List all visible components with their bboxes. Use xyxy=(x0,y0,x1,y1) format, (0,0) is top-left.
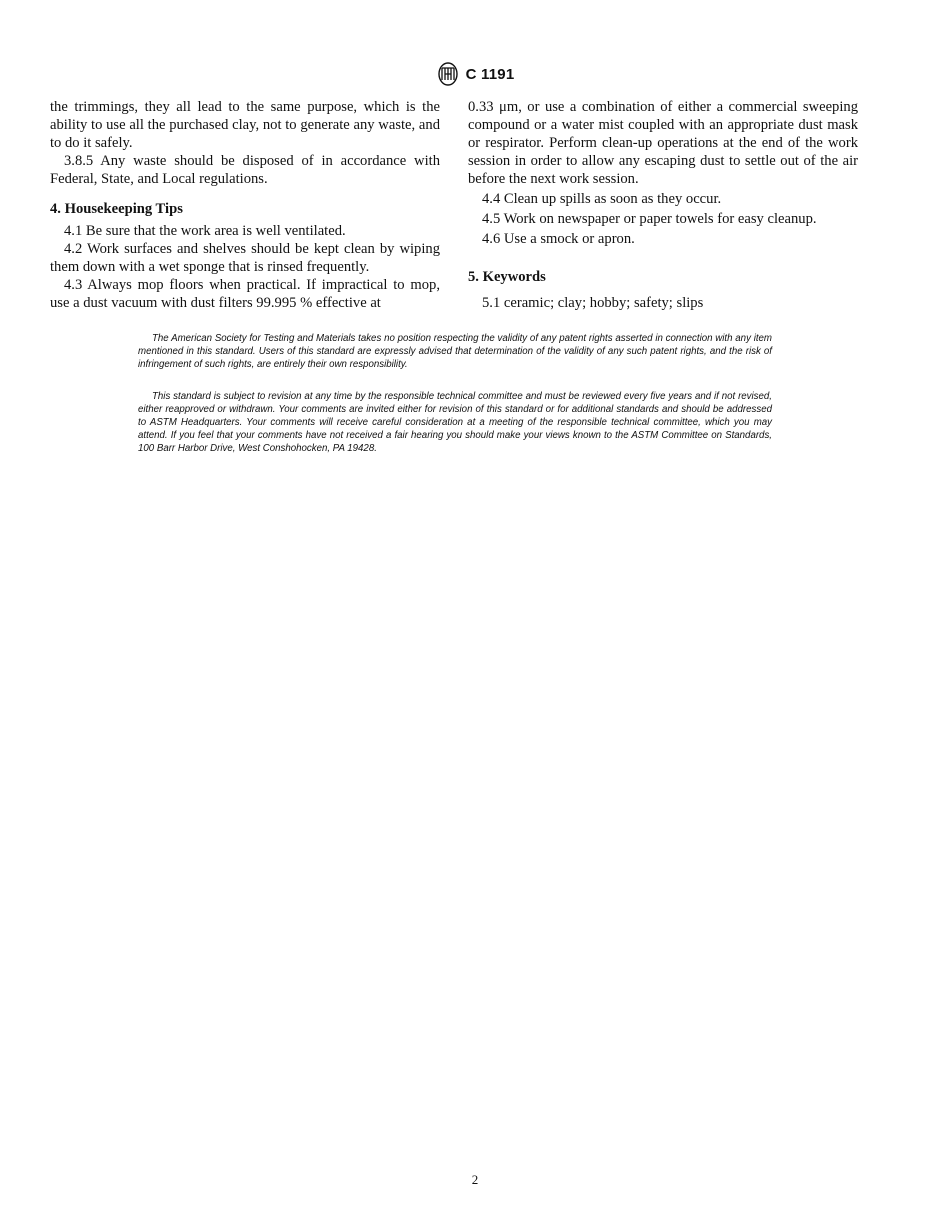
revision-notice-text: This standard is subject to revision at any time by the responsible technical committee and must be reviewed every five years and if not revised, either reapproved or withdrawn. Your comments are invited either for revision of this standard or for additional standards and should be addressed to ASTM Headquarters. Your comments will receive careful consideration at a meeting of the responsible technical committee, which you may attend. If you feel that your comments have not received a fair hearing you should make your views known to the ASTM Committee on Standards, 100 Barr Harbor Drive, West Conshohocken, PA 19428. xyxy=(138,391,772,454)
paragraph-4-3: 4.3 Always mop floors when practical. If impractical to mop, use a dust vacuum with dust filters 99.995 % effective at xyxy=(50,277,440,311)
continued-paragraph: 0.33 μm, or use a combination of either a commercial sweeping compound or a water mist coupled with an appropriate dust mask or respirator. Perform clean-up operations at the end of the work session in order to allow any escaping dust to settle out of the air before the next work session. xyxy=(468,99,858,187)
paragraph-3-8-5: 3.8.5 Any waste should be disposed of in accordance with Federal, State, and Local regulations. xyxy=(50,153,440,187)
patent-notice xyxy=(138,332,772,371)
section-5-heading: 5. Keywords xyxy=(468,269,546,285)
paragraph-4-1: 4.1 Be sure that the work area is well ventilated. xyxy=(64,223,346,239)
patent-notice-text: The American Society for Testing and Materials takes no position respecting the validity of any patent rights asserted in connection with any item mentioned in this standard. Users of this standard are expressly advised that determination of the validity of any such patent rights, and the risk of infringement of such rights, are entirely their own responsibility. xyxy=(138,333,772,370)
paragraph-4-4: 4.4 Clean up spills as soon as they occur. xyxy=(482,191,722,207)
standard-designation: C 1191 xyxy=(465,65,515,83)
paragraph-4-6: 4.6 Use a smock or apron. xyxy=(482,231,635,247)
astm-logo-icon xyxy=(436,62,460,86)
paragraph-5-1: 5.1 ceramic; clay; hobby; safety; slips xyxy=(482,295,704,311)
continued-paragraph: the trimmings, they all lead to the same purpose, which is the ability to use all the purchased clay, not to generate any waste, and to do it safely. xyxy=(50,99,440,151)
right-column xyxy=(468,98,858,312)
paragraph-4-2: 4.2 Work surfaces and shelves should be kept clean by wiping them down with a wet sponge that is rinsed frequently. xyxy=(50,241,440,275)
left-column xyxy=(50,98,440,312)
page-header xyxy=(0,62,950,91)
page-number: 2 xyxy=(471,1172,479,1187)
revision-notice xyxy=(138,390,772,455)
section-4-heading: 4. Housekeeping Tips xyxy=(50,201,183,217)
paragraph-4-5: 4.5 Work on newspaper or paper towels for easy cleanup. xyxy=(482,211,817,227)
